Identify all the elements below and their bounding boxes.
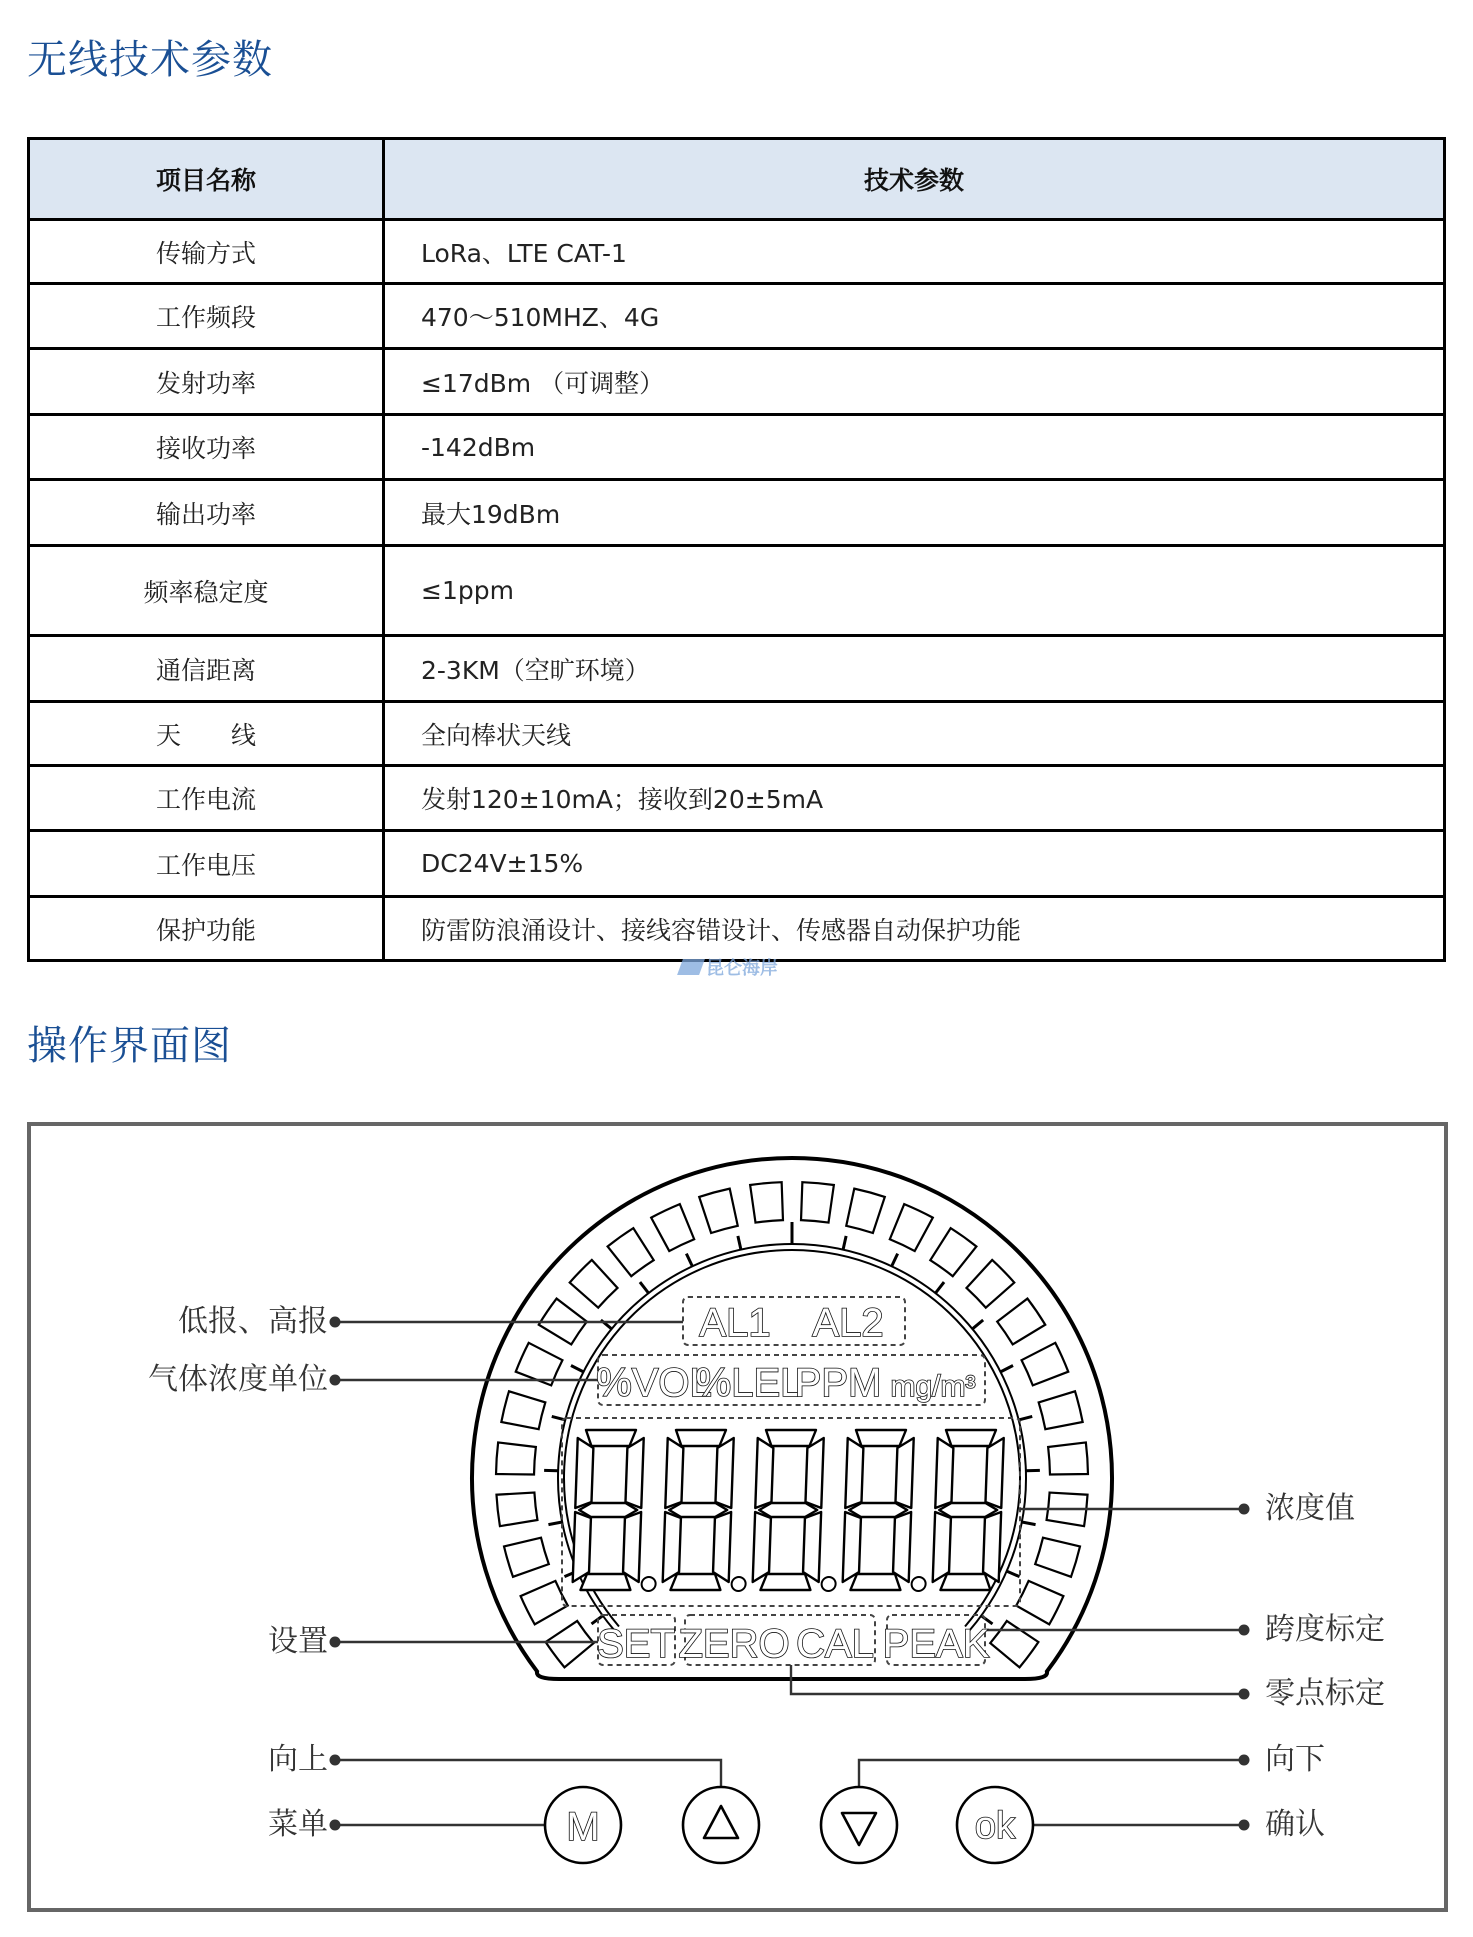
segment xyxy=(579,1503,637,1517)
callout-dot xyxy=(1239,1689,1250,1700)
decimal-point xyxy=(731,1577,745,1591)
segment xyxy=(713,1512,731,1582)
bar-segment xyxy=(1022,1343,1069,1386)
scale-tick xyxy=(972,1320,983,1329)
bar-segment xyxy=(890,1204,933,1251)
scale-tick xyxy=(892,1254,898,1267)
set-indicator: SET xyxy=(597,1622,675,1666)
segment xyxy=(940,1574,991,1590)
scale-tick xyxy=(843,1236,846,1250)
segment xyxy=(759,1503,817,1517)
spec-item-value: 发射120±10mA；接收到20±5mA xyxy=(384,766,1445,831)
cal-indicator: CAL xyxy=(796,1622,874,1666)
callout-confirm: 确认 xyxy=(1265,1807,1325,1842)
keypad xyxy=(545,1787,1033,1863)
unit-vol: %VOL xyxy=(596,1361,712,1405)
bar-segment xyxy=(570,1260,618,1308)
callout-dot xyxy=(1239,1625,1250,1636)
segment xyxy=(585,1430,636,1446)
segment xyxy=(760,1574,811,1590)
callout-dot xyxy=(330,1755,341,1766)
segment xyxy=(935,1438,953,1508)
callout-menu: 菜单 xyxy=(268,1807,328,1842)
spec-item-name: 工作电压 xyxy=(29,831,384,897)
spec-item-name: 工作频段 xyxy=(29,284,384,349)
segment xyxy=(755,1438,773,1508)
segment xyxy=(765,1430,816,1446)
bar-segment xyxy=(990,1621,1038,1667)
scale-tick xyxy=(1019,1416,1033,1419)
scale-tick xyxy=(548,1522,562,1525)
decimal-point xyxy=(911,1577,925,1591)
callout-down: 向下 xyxy=(1265,1742,1325,1777)
unit-mgm3: mg/m³ xyxy=(890,1370,976,1403)
bar-segment xyxy=(501,1391,545,1429)
segment xyxy=(715,1438,733,1508)
segment xyxy=(945,1430,996,1446)
callout-alarm: 低报、高报 xyxy=(178,1304,328,1339)
bar-segment xyxy=(750,1182,783,1222)
seven-segment-digits xyxy=(572,1430,1004,1591)
scale-tick xyxy=(640,1282,649,1293)
callout-dot xyxy=(1239,1755,1250,1766)
spec-item-value: 防雷防浪涌设计、接线容错设计、传感器自动保护功能 xyxy=(384,897,1445,961)
bar-segment xyxy=(699,1189,738,1233)
segment xyxy=(623,1512,641,1582)
segment xyxy=(855,1430,906,1446)
bar-segment xyxy=(846,1189,885,1233)
segment xyxy=(850,1574,901,1590)
segment xyxy=(983,1512,1001,1582)
spec-item-value: 最大19dBm xyxy=(384,480,1445,546)
zero-indicator: ZERO xyxy=(678,1622,790,1666)
segment xyxy=(663,1512,681,1582)
callout-unit: 气体浓度单位 xyxy=(148,1362,328,1397)
bar-segment xyxy=(997,1299,1045,1345)
scale-tick xyxy=(1022,1522,1036,1525)
unit-ppm: PPM xyxy=(794,1361,882,1405)
segment xyxy=(893,1512,911,1582)
callout-concentration: 浓度值 xyxy=(1265,1491,1355,1526)
digit-4 xyxy=(842,1430,931,1591)
segment xyxy=(895,1438,913,1508)
callout-span-cal: 跨度标定 xyxy=(1265,1612,1385,1647)
segment xyxy=(985,1438,1003,1508)
header-item-name: 项目名称 xyxy=(29,139,384,220)
al2-indicator: AL2 xyxy=(812,1301,884,1345)
bar-segment xyxy=(1039,1391,1083,1429)
watermark-text: 昆仑海岸 xyxy=(706,958,778,979)
bar-segment xyxy=(651,1204,694,1251)
scale-tick xyxy=(571,1366,583,1372)
callout-dot xyxy=(330,1637,341,1648)
segment xyxy=(849,1503,907,1517)
digit-2 xyxy=(662,1430,751,1591)
segment xyxy=(843,1512,861,1582)
callout-dot xyxy=(330,1820,341,1831)
scale-tick xyxy=(935,1282,944,1293)
spec-item-value: 全向棒状天线 xyxy=(384,702,1445,766)
spec-item-name: 通信距离 xyxy=(29,636,384,702)
leader-down xyxy=(859,1760,1244,1787)
segment xyxy=(805,1438,823,1508)
spec-item-name: 保护功能 xyxy=(29,897,384,961)
bar-segment xyxy=(930,1228,976,1276)
segment xyxy=(753,1512,771,1582)
digit-1 xyxy=(572,1430,661,1591)
down-button[interactable] xyxy=(821,1787,897,1863)
bar-graph-ring xyxy=(496,1182,1088,1667)
spec-item-value: 2-3KM（空旷环境） xyxy=(384,636,1445,702)
callout-dot xyxy=(330,1375,341,1386)
segment xyxy=(625,1438,643,1508)
spec-item-value: LoRa、LTE CAT-1 xyxy=(384,220,1445,284)
bar-segment xyxy=(521,1581,568,1624)
segment xyxy=(670,1574,721,1590)
spec-item-name: 发射功率 xyxy=(29,349,384,415)
scale-tick xyxy=(686,1254,692,1267)
bar-segment xyxy=(1035,1538,1080,1577)
segment xyxy=(575,1438,593,1508)
bar-segment xyxy=(1016,1581,1063,1624)
spec-item-value: ≤17dBm （可调整） xyxy=(384,349,1445,415)
spec-item-value: 470～510MHZ、4G xyxy=(384,284,1445,349)
bar-segment xyxy=(801,1182,834,1222)
spec-item-name: 天 线 xyxy=(29,702,384,766)
spec-item-value: -142dBm xyxy=(384,415,1445,480)
segment xyxy=(665,1438,683,1508)
callout-dot xyxy=(1239,1504,1250,1515)
callout-up: 向上 xyxy=(268,1742,328,1777)
wireless-params-title: 无线技术参数 xyxy=(27,37,273,83)
bar-segment xyxy=(504,1538,549,1577)
menu-m-icon: M xyxy=(566,1805,600,1849)
bar-segment xyxy=(496,1442,536,1474)
scale-tick xyxy=(1007,1571,1020,1577)
spec-item-name: 输出功率 xyxy=(29,480,384,546)
segment xyxy=(939,1503,997,1517)
callout-set: 设置 xyxy=(268,1624,328,1659)
segment xyxy=(675,1430,726,1446)
digit-3 xyxy=(752,1430,841,1591)
callout-dot xyxy=(330,1317,341,1328)
decimal-point xyxy=(821,1577,835,1591)
segment xyxy=(573,1512,591,1582)
ok-icon: ok xyxy=(974,1805,1016,1847)
bar-segment xyxy=(966,1260,1014,1308)
spec-item-value: DC24V±15% xyxy=(384,831,1445,897)
callout-dot xyxy=(1239,1820,1250,1831)
leader-up xyxy=(335,1760,721,1787)
segment xyxy=(580,1574,631,1590)
spec-item-name: 工作电流 xyxy=(29,766,384,831)
segment xyxy=(845,1438,863,1508)
spec-item-name: 接收功率 xyxy=(29,415,384,480)
scale-tick xyxy=(1001,1366,1013,1372)
callout-zero-cal: 零点标定 xyxy=(1265,1676,1385,1711)
bar-segment xyxy=(1048,1442,1088,1474)
spec-item-name: 传输方式 xyxy=(29,220,384,284)
peak-indicator: PEAK xyxy=(882,1622,990,1666)
bar-segment xyxy=(546,1621,594,1667)
bar-segment xyxy=(608,1228,654,1276)
bar-segment xyxy=(496,1493,537,1527)
al1-indicator: AL1 xyxy=(699,1301,771,1345)
segment xyxy=(669,1503,727,1517)
spec-item-value: ≤1ppm xyxy=(384,546,1445,636)
ui-diagram-title: 操作界面图 xyxy=(27,1023,232,1069)
header-tech-params: 技术参数 xyxy=(384,139,1445,220)
unit-lel: %LEL xyxy=(695,1361,803,1405)
segment xyxy=(803,1512,821,1582)
spec-item-name: 频率稳定度 xyxy=(29,546,384,636)
digit-5 xyxy=(932,1430,1004,1590)
up-button[interactable] xyxy=(683,1787,759,1863)
scale-tick xyxy=(738,1236,741,1250)
segment xyxy=(933,1512,951,1582)
decimal-point xyxy=(641,1577,655,1591)
